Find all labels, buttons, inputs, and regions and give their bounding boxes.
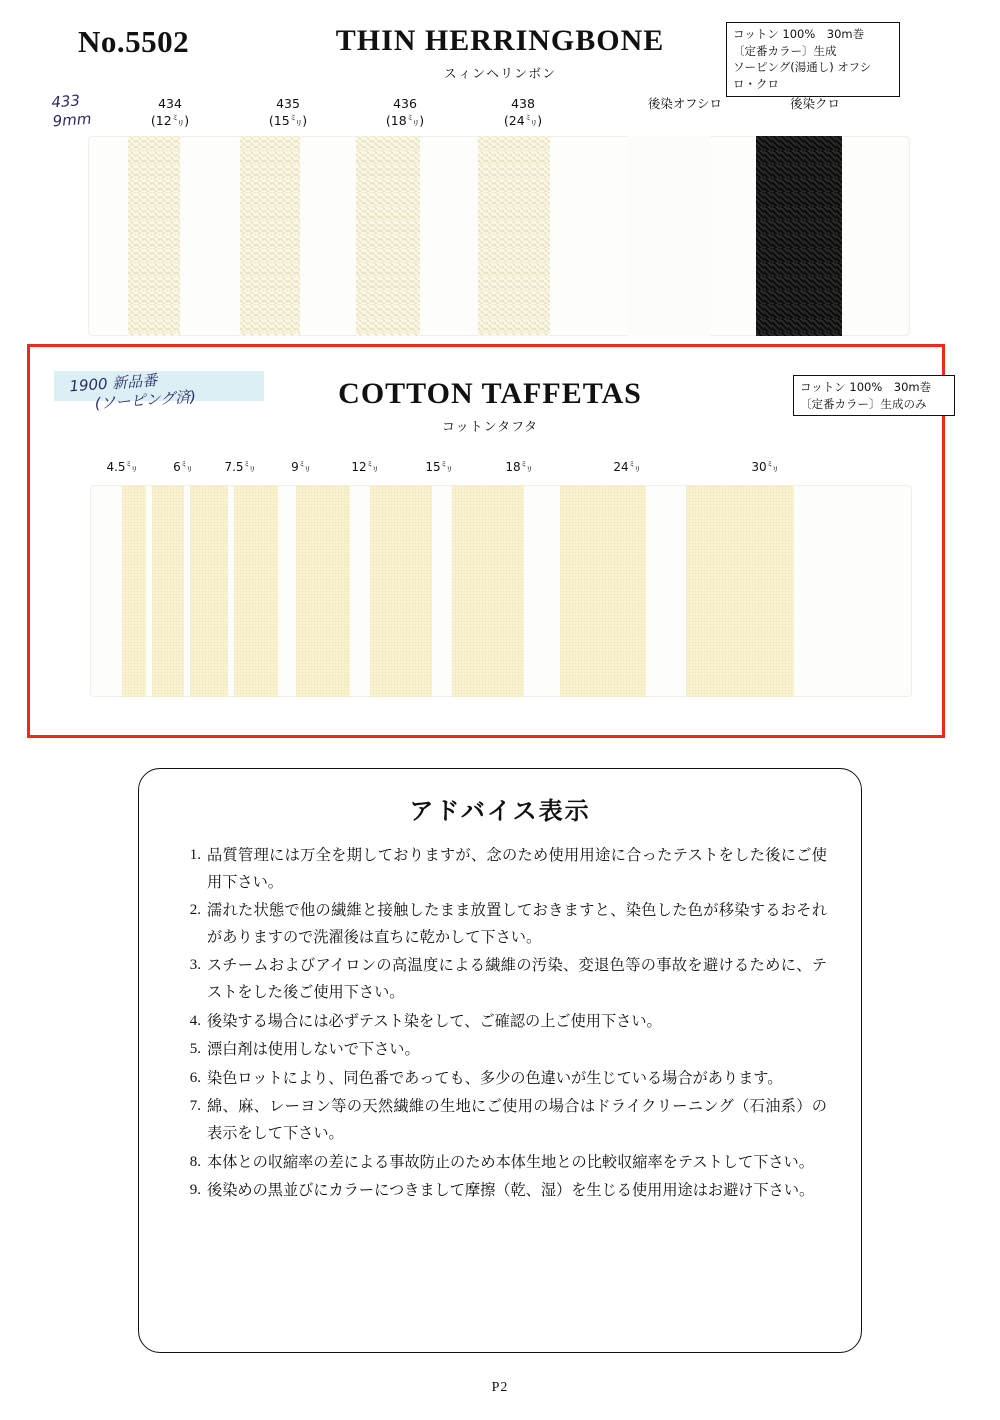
column-header: 434 (12㍉): [150, 96, 190, 128]
advice-list: [139, 836, 861, 1204]
advice-item-text: 後染する場合には必ずテスト染をして、ご確認の上ご使用下さい。: [207, 1011, 662, 1030]
advice-item-number: 8.: [189, 1153, 201, 1170]
fabric-swatch-offwhite: [628, 136, 710, 336]
column-header: 7.5㍉: [224, 460, 256, 474]
section-cotton-taffetas: [27, 344, 945, 738]
handwritten-note-1900: 1900 新品番 (ソーピング済): [68, 371, 197, 413]
section-thin-herringbone: [0, 0, 1000, 345]
advice-item-number: 4.: [189, 1012, 201, 1029]
column-header: 後染オフシロ: [647, 96, 723, 111]
spec-line: 〔定番カラー〕生成: [733, 43, 837, 58]
product-title-en: THIN HERRINGBONE: [335, 24, 665, 57]
column-header: 12㍉: [351, 460, 379, 474]
column-header: 18㍉: [505, 460, 533, 474]
advice-item-number: 7.: [189, 1098, 201, 1115]
fabric-swatch-4.5: [122, 485, 146, 697]
column-header: 9㍉: [291, 460, 311, 474]
fabric-swatch-435: [240, 136, 300, 336]
page-number: P2: [491, 1380, 509, 1395]
advice-item: [173, 1036, 827, 1063]
column-header: 435 (15㍉): [268, 96, 308, 128]
advice-item-text: 後染めの黒並びにカラーにつきまして摩擦（乾、湿）を生じる使用用途はお避け下さい。: [207, 1181, 815, 1200]
spec-line: ソーピング(湯通し) オフシロ・クロ: [733, 60, 872, 92]
fabric-swatch-24: [560, 485, 646, 697]
spec-line: コットン 100% 30m巻: [733, 27, 865, 41]
fabric-swatch-9: [234, 485, 278, 697]
fabric-swatch-436: [356, 136, 420, 336]
advice-item: [173, 952, 827, 1005]
advice-item-number: 3.: [189, 957, 201, 974]
fabric-swatch-7.5: [190, 485, 228, 697]
column-header-row-1: [0, 96, 1000, 126]
column-header: 後染クロ: [789, 96, 840, 111]
advice-title: アドバイス表示: [409, 797, 591, 825]
fabric-swatch-15: [370, 485, 432, 697]
column-header: 6㍉: [173, 460, 193, 474]
column-header: 438 (24㍉): [503, 96, 543, 128]
advice-item: [173, 1065, 827, 1092]
advice-item-number: 5.: [189, 1041, 201, 1058]
advice-item-number: 1.: [189, 847, 201, 863]
spec-line: コットン 100% 30m巻: [800, 380, 932, 394]
fabric-swatch-434: [128, 136, 180, 336]
column-header: 4.5㍉: [106, 460, 138, 474]
fabric-swatch-6: [152, 485, 184, 697]
column-header: 30㍉: [751, 460, 779, 474]
advice-item-number: 9.: [189, 1182, 201, 1199]
advice-item-text: 綿、麻、レーヨン等の天然繊維の生地にご使用の場合はドライクリーニング（石油系）の表示をして下さい。: [207, 1097, 827, 1142]
advice-item-text: 本体との収縮率の差による事故防止のため本体生地との比較収縮率をテストして下さい。: [207, 1152, 814, 1171]
fabric-swatch-438: [478, 136, 550, 336]
spec-line: 〔定番カラー〕生成のみ: [800, 396, 927, 411]
column-header: 15㍉: [425, 460, 453, 474]
swatch-panel-taffetas: [90, 485, 912, 697]
product-number: No.5502: [78, 24, 190, 59]
advice-item-text: 品質管理には万全を期しておりますが、念のため使用用途に合ったテストをした後にご使用下さい。: [207, 846, 827, 891]
advice-item: [173, 897, 827, 950]
fabric-swatch-black: [756, 136, 842, 336]
advice-item-text: スチームおよびアイロンの高温度による繊維の汚染、変退色等の事故を避けるために、テストをした後ご使用下さい。: [207, 956, 827, 1001]
advice-item-number: 2.: [189, 902, 201, 919]
fabric-swatch-30: [686, 485, 794, 697]
product-title-en-2: COTTON TAFFETAS: [338, 377, 642, 410]
fabric-swatch-18: [452, 485, 524, 697]
advice-item: [173, 1149, 827, 1176]
advice-item-text: 濡れた状態で他の繊維と接触したまま放置しておきますと、染色した色が移染するおそれがありますので洗濯後は直ちに乾かして下さい。: [207, 901, 827, 946]
advice-item: [173, 1008, 827, 1035]
handwritten-note-433: 433 9mm: [50, 91, 92, 131]
advice-item-number: 6.: [189, 1069, 201, 1086]
advice-box: [138, 768, 862, 1353]
column-header: 436 (18㍉): [385, 96, 425, 128]
column-header-row-2: [30, 459, 948, 481]
column-header: 24㍉: [613, 460, 641, 474]
product-title-jp: スィンヘリンボン: [443, 67, 557, 82]
advice-item-text: 漂白剤は使用しないで下さい。: [207, 1040, 420, 1059]
advice-item: [173, 1093, 827, 1146]
advice-item: [173, 842, 827, 895]
swatch-panel-herringbone: [88, 136, 910, 336]
spec-box-taffetas: [793, 375, 955, 416]
fabric-swatch-12: [296, 485, 350, 697]
spec-box-herringbone: [726, 22, 900, 97]
advice-item: [173, 1177, 827, 1204]
product-title-jp-2: コットンタフタ: [441, 420, 539, 435]
advice-item-text: 染色ロットにより、同色番であっても、多少の色違いが生じている場合があります。: [207, 1068, 783, 1087]
